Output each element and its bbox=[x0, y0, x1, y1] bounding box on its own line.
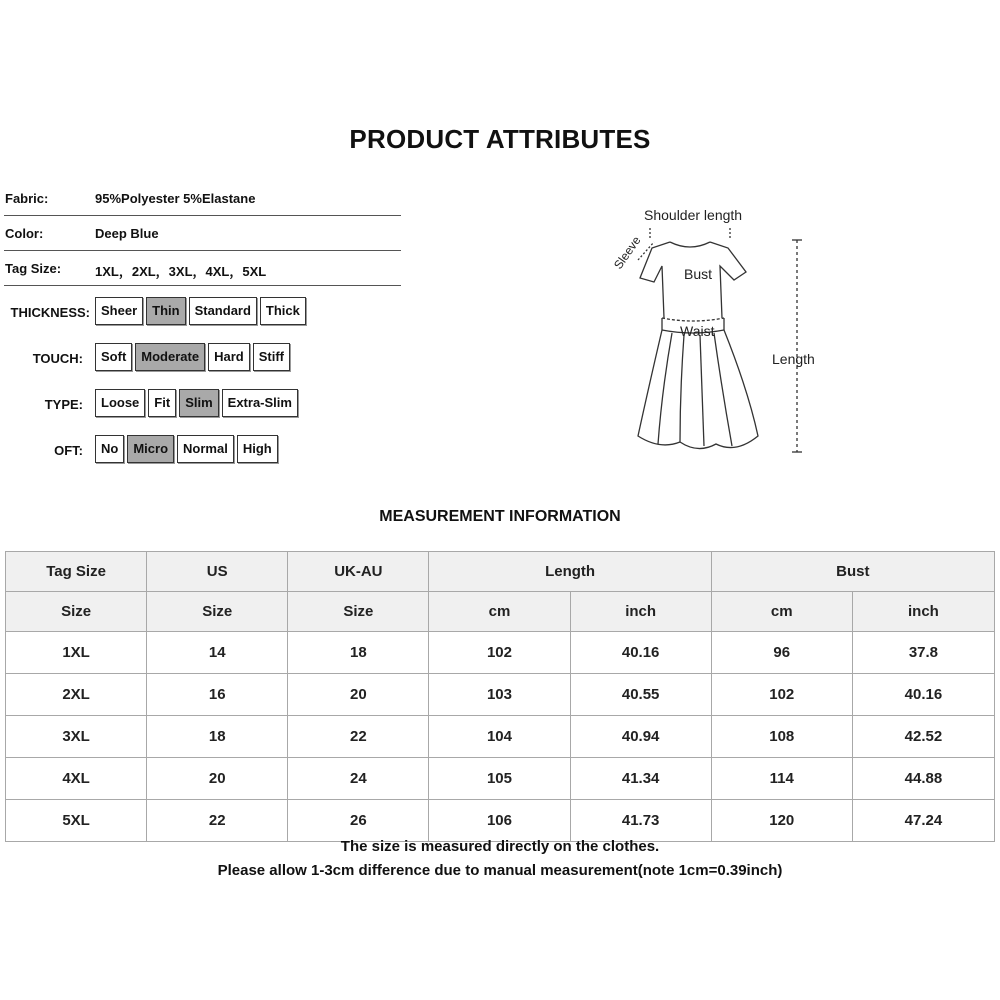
touch-option: Soft bbox=[95, 343, 132, 371]
cell: 5XL bbox=[6, 800, 147, 842]
thickness-option-selected: Thin bbox=[146, 297, 185, 325]
attr-value: 1XL，2XL，3XL，4XL，5XL bbox=[95, 264, 267, 279]
cell: 102 bbox=[429, 632, 570, 674]
type-option: Loose bbox=[95, 389, 145, 417]
header-cell: US bbox=[147, 552, 288, 592]
attr-row-color bbox=[4, 216, 401, 251]
cell: 40.16 bbox=[852, 674, 994, 716]
type-option: Fit bbox=[148, 389, 176, 417]
table-subheader-row bbox=[6, 592, 995, 632]
cell: 18 bbox=[147, 716, 288, 758]
cell: 108 bbox=[711, 716, 852, 758]
cell: 96 bbox=[711, 632, 852, 674]
cell: 24 bbox=[288, 758, 429, 800]
header-cell: Tag Size bbox=[6, 552, 147, 592]
bust-label: Bust bbox=[684, 266, 713, 282]
oft-options bbox=[95, 435, 278, 463]
cell: 105 bbox=[429, 758, 570, 800]
cell: 106 bbox=[429, 800, 570, 842]
dress-measurement-diagram bbox=[600, 200, 830, 470]
sleeve-label: Sleeve bbox=[610, 233, 644, 272]
thickness-options bbox=[95, 297, 306, 325]
oft-option-selected: Micro bbox=[127, 435, 174, 463]
type-option: Extra-Slim bbox=[222, 389, 298, 417]
cell: 22 bbox=[147, 800, 288, 842]
touch-label: TOUCH: bbox=[32, 351, 83, 366]
attr-label: Tag Size: bbox=[5, 261, 62, 276]
waist-label: Waist bbox=[680, 323, 715, 339]
shoulder-length-label: Shoulder length bbox=[644, 207, 743, 223]
subheader-cell: inch bbox=[570, 592, 711, 632]
measurement-disclaimer: Please allow 1-3cm difference due to manual measurement(note 1cm=0.39inch) bbox=[217, 862, 783, 879]
header-cell: Length bbox=[429, 552, 711, 592]
header-cell: UK-AU bbox=[288, 552, 429, 592]
measurement-note: The size is measured directly on the clothes. bbox=[340, 838, 660, 855]
dress-illustration bbox=[600, 200, 830, 470]
attr-row-tag-size bbox=[4, 251, 401, 286]
cell: 26 bbox=[288, 800, 429, 842]
table-row bbox=[6, 716, 995, 758]
attr-value: 95%Polyester 5%Elastane bbox=[95, 191, 256, 206]
oft-option: High bbox=[237, 435, 278, 463]
attr-row-fabric bbox=[4, 181, 401, 216]
cell: 41.34 bbox=[570, 758, 711, 800]
cell: 120 bbox=[711, 800, 852, 842]
oft-option: No bbox=[95, 435, 124, 463]
cell: 16 bbox=[147, 674, 288, 716]
cell: 47.24 bbox=[852, 800, 994, 842]
subheader-cell: inch bbox=[852, 592, 994, 632]
subheader-cell: Size bbox=[6, 592, 147, 632]
page-title: PRODUCT ATTRIBUTES bbox=[349, 124, 651, 154]
length-label: Length bbox=[772, 351, 815, 367]
cell: 20 bbox=[147, 758, 288, 800]
table-header-row bbox=[6, 552, 995, 592]
attr-label: Color: bbox=[5, 226, 44, 241]
thickness-option: Thick bbox=[260, 297, 306, 325]
type-options bbox=[95, 389, 298, 417]
touch-options bbox=[95, 343, 290, 371]
thickness-option: Standard bbox=[189, 297, 257, 325]
thickness-option: Sheer bbox=[95, 297, 143, 325]
subheader-cell: cm bbox=[429, 592, 570, 632]
cell: 22 bbox=[288, 716, 429, 758]
oft-option: Normal bbox=[177, 435, 234, 463]
table-row bbox=[6, 800, 995, 842]
attr-label: Fabric: bbox=[5, 191, 49, 206]
cell: 114 bbox=[711, 758, 852, 800]
cell: 40.94 bbox=[570, 716, 711, 758]
cell: 20 bbox=[288, 674, 429, 716]
measurement-table bbox=[5, 551, 995, 842]
cell: 14 bbox=[147, 632, 288, 674]
subheader-cell: cm bbox=[711, 592, 852, 632]
cell: 37.8 bbox=[852, 632, 994, 674]
type-option-selected: Slim bbox=[179, 389, 218, 417]
cell: 102 bbox=[711, 674, 852, 716]
cell: 103 bbox=[429, 674, 570, 716]
subheader-cell: Size bbox=[147, 592, 288, 632]
cell: 1XL bbox=[6, 632, 147, 674]
table-row bbox=[6, 758, 995, 800]
table-row bbox=[6, 674, 995, 716]
touch-option: Stiff bbox=[253, 343, 290, 371]
cell: 2XL bbox=[6, 674, 147, 716]
cell: 42.52 bbox=[852, 716, 994, 758]
measurement-title: MEASUREMENT INFORMATION bbox=[379, 508, 621, 525]
thickness-label: THICKNESS: bbox=[10, 305, 90, 320]
type-label: TYPE: bbox=[44, 397, 83, 412]
touch-option-selected: Moderate bbox=[135, 343, 205, 371]
subheader-cell: Size bbox=[288, 592, 429, 632]
cell: 18 bbox=[288, 632, 429, 674]
table-row bbox=[6, 632, 995, 674]
touch-option: Hard bbox=[208, 343, 250, 371]
attr-value: Deep Blue bbox=[95, 226, 159, 241]
header-cell: Bust bbox=[711, 552, 994, 592]
cell: 44.88 bbox=[852, 758, 994, 800]
cell: 3XL bbox=[6, 716, 147, 758]
cell: 40.16 bbox=[570, 632, 711, 674]
oft-label: OFT: bbox=[54, 443, 83, 458]
cell: 40.55 bbox=[570, 674, 711, 716]
cell: 4XL bbox=[6, 758, 147, 800]
cell: 104 bbox=[429, 716, 570, 758]
cell: 41.73 bbox=[570, 800, 711, 842]
